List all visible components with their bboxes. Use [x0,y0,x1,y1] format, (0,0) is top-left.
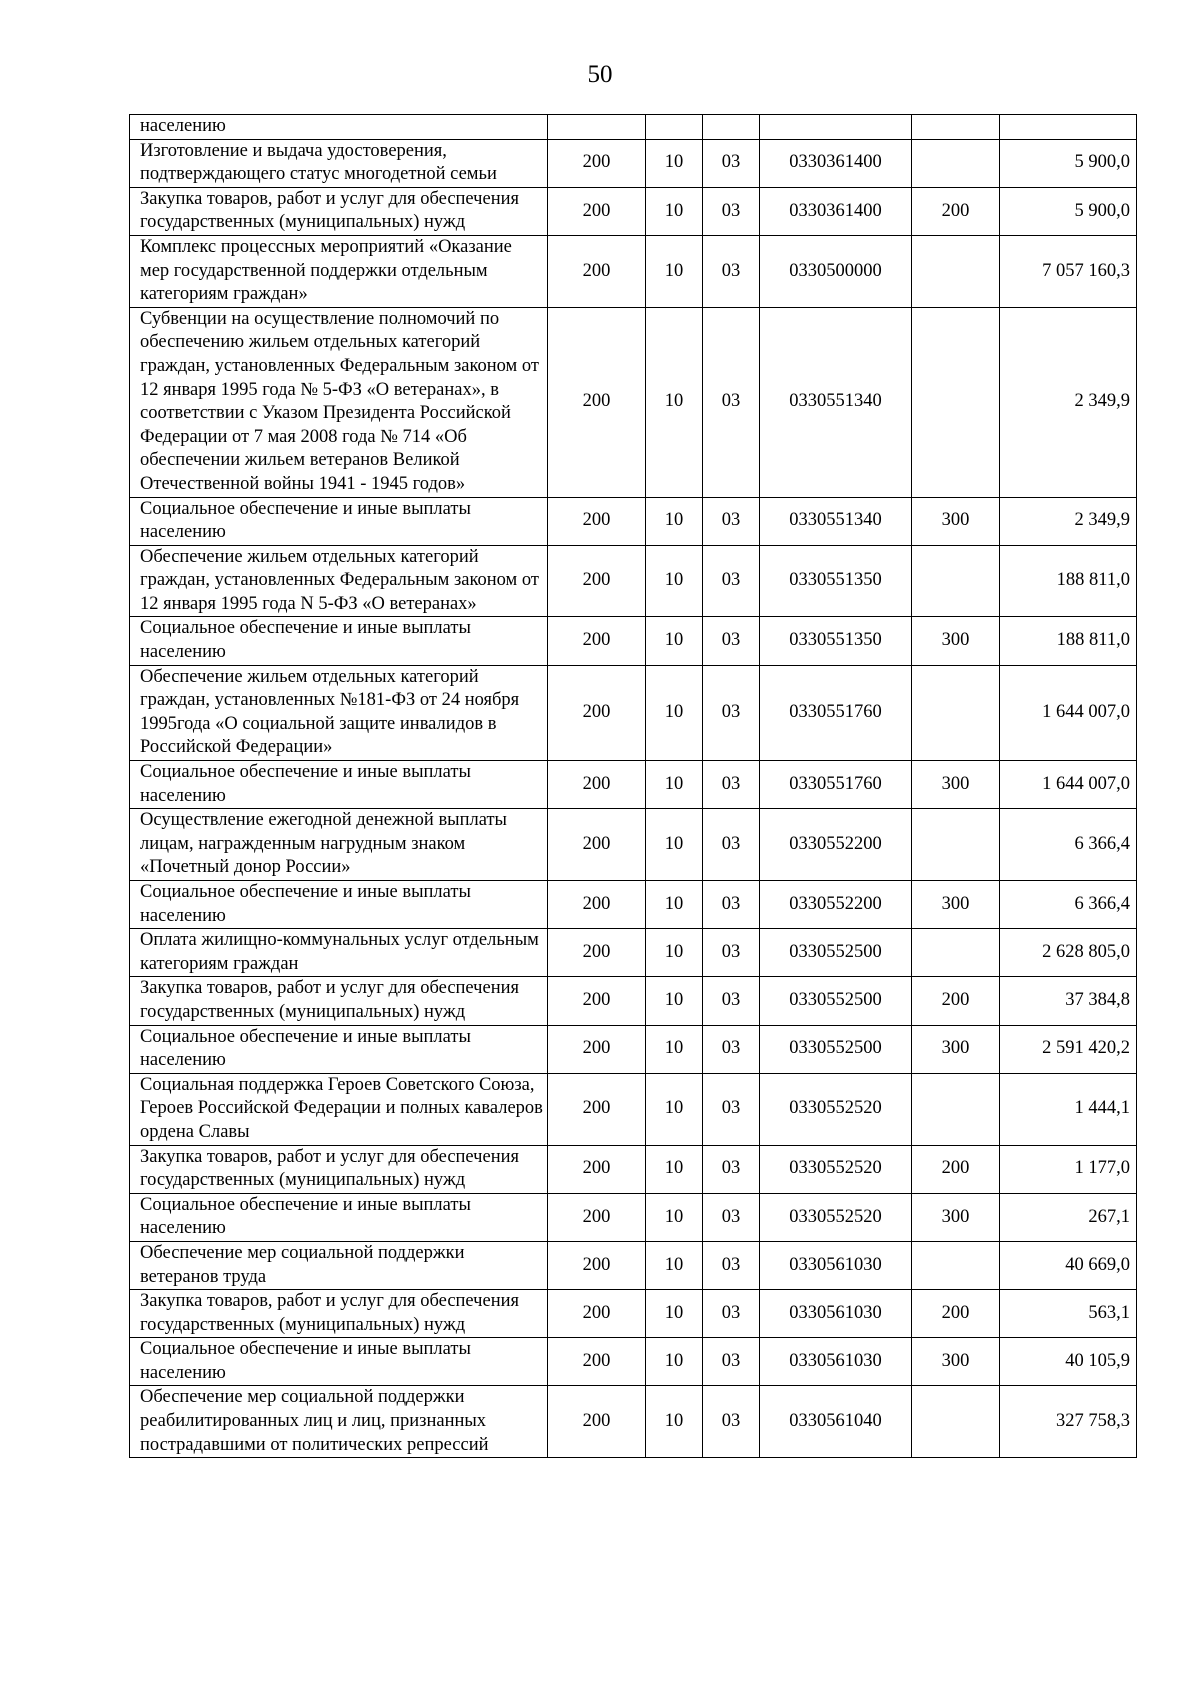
subsection-code-cell: 03 [703,1193,760,1241]
expense-type-cell [912,115,1000,140]
page-number: 50 [587,61,613,88]
expense-type-cell [912,545,1000,617]
expense-type-cell: 200 [912,977,1000,1025]
expense-type-cell: 300 [912,1025,1000,1073]
target-article-cell: 0330561030 [760,1290,912,1338]
subsection-code-cell: 03 [703,665,760,760]
amount-cell: 2 628 805,0 [1000,929,1137,977]
table-row [130,1386,1137,1458]
target-article-cell: 0330551350 [760,545,912,617]
subsection-code-cell: 03 [703,139,760,187]
table-row [130,115,1137,140]
target-article-cell: 0330361400 [760,187,912,235]
section-code-cell: 10 [646,1025,703,1073]
table-row [130,307,1137,497]
table-row [130,235,1137,307]
table-row [130,809,1137,881]
table-row [130,1338,1137,1386]
expense-type-cell: 200 [912,1145,1000,1193]
amount-cell: 2 349,9 [1000,497,1137,545]
item-name-cell: Закупка товаров, работ и услуг для обеспечения государственных (муниципальных) нужд [130,1145,548,1193]
target-article-cell: 0330561040 [760,1386,912,1458]
ministry-code-cell: 200 [548,139,646,187]
amount-cell: 37 384,8 [1000,977,1137,1025]
item-name-cell: Социальное обеспечение и иные выплаты населению [130,1338,548,1386]
ministry-code-cell: 200 [548,977,646,1025]
expense-type-cell: 200 [912,1290,1000,1338]
section-code-cell: 10 [646,809,703,881]
subsection-code-cell: 03 [703,1145,760,1193]
target-article-cell: 0330552500 [760,929,912,977]
amount-cell: 188 811,0 [1000,617,1137,665]
expense-type-cell [912,1073,1000,1145]
section-code-cell: 10 [646,665,703,760]
amount-cell: 1 444,1 [1000,1073,1137,1145]
item-name-cell: Социальная поддержка Героев Советского Союза, Героев Российской Федерации и полных кавалеров ордена Славы [130,1073,548,1145]
ministry-code-cell: 200 [548,1193,646,1241]
expense-type-cell: 200 [912,187,1000,235]
ministry-code-cell: 200 [548,1386,646,1458]
ministry-code-cell [548,115,646,140]
ministry-code-cell: 200 [548,307,646,497]
ministry-code-cell: 200 [548,929,646,977]
target-article-cell: 0330552200 [760,881,912,929]
expense-type-cell [912,809,1000,881]
amount-cell: 327 758,3 [1000,1386,1137,1458]
amount-cell: 563,1 [1000,1290,1137,1338]
table-row [130,761,1137,809]
subsection-code-cell: 03 [703,977,760,1025]
amount-cell [1000,115,1137,140]
table-row [130,665,1137,760]
section-code-cell: 10 [646,235,703,307]
table-row [130,881,1137,929]
expense-type-cell: 300 [912,881,1000,929]
item-name-cell: Обеспечение жильем отдельных категорий граждан, установленных Федеральным законом от 12 января 1995 года N 5-ФЗ «О ветеранах» [130,545,548,617]
item-name-cell: Социальное обеспечение и иные выплаты населению [130,1193,548,1241]
subsection-code-cell: 03 [703,307,760,497]
amount-cell: 1 644 007,0 [1000,761,1137,809]
amount-cell: 6 366,4 [1000,881,1137,929]
target-article-cell: 0330500000 [760,235,912,307]
target-article-cell [760,115,912,140]
ministry-code-cell: 200 [548,665,646,760]
amount-cell: 2 591 420,2 [1000,1025,1137,1073]
table-row [130,617,1137,665]
table-row [130,929,1137,977]
section-code-cell: 10 [646,545,703,617]
table-row [130,187,1137,235]
subsection-code-cell: 03 [703,187,760,235]
section-code-cell: 10 [646,1290,703,1338]
subsection-code-cell: 03 [703,929,760,977]
ministry-code-cell: 200 [548,187,646,235]
expense-type-cell [912,139,1000,187]
target-article-cell: 0330361400 [760,139,912,187]
subsection-code-cell: 03 [703,1290,760,1338]
section-code-cell: 10 [646,1241,703,1289]
target-article-cell: 0330552520 [760,1073,912,1145]
section-code-cell: 10 [646,617,703,665]
subsection-code-cell: 03 [703,761,760,809]
amount-cell: 5 900,0 [1000,139,1137,187]
expense-type-cell: 300 [912,497,1000,545]
section-code-cell: 10 [646,929,703,977]
amount-cell: 188 811,0 [1000,545,1137,617]
table-row [130,1025,1137,1073]
target-article-cell: 0330552520 [760,1145,912,1193]
table-row [130,1290,1137,1338]
target-article-cell: 0330552500 [760,1025,912,1073]
section-code-cell: 10 [646,1073,703,1145]
item-name-cell: Закупка товаров, работ и услуг для обеспечения государственных (муниципальных) нужд [130,1290,548,1338]
item-name-cell: Обеспечение жильем отдельных категорий граждан, установленных №181-ФЗ от 24 ноября 1995года «О социальной защите инвалидов в Российской Федерации» [130,665,548,760]
item-name-cell: Социальное обеспечение и иные выплаты населению [130,1025,548,1073]
ministry-code-cell: 200 [548,235,646,307]
subsection-code-cell: 03 [703,1025,760,1073]
item-name-cell: Изготовление и выдача удостоверения, подтверждающего статус многодетной семьи [130,139,548,187]
ministry-code-cell: 200 [548,881,646,929]
ministry-code-cell: 200 [548,617,646,665]
table-row [130,545,1137,617]
amount-cell: 40 105,9 [1000,1338,1137,1386]
ministry-code-cell: 200 [548,1290,646,1338]
section-code-cell: 10 [646,139,703,187]
subsection-code-cell: 03 [703,497,760,545]
item-name-cell: Субвенции на осуществление полномочий по обеспечению жильем отдельных категорий граждан, установленных Федеральным законом от 12 января 1995 года № 5-ФЗ «О ветеранах», в соответствии с Указом Президента Российской Федерации от 7 мая 2008 года № 714 «Об обеспечении жильем ветеранов Великой Отечественной войны 1941 - 1945 годов» [130,307,548,497]
target-article-cell: 0330561030 [760,1241,912,1289]
ministry-code-cell: 200 [548,809,646,881]
ministry-code-cell: 200 [548,1025,646,1073]
ministry-code-cell: 200 [548,1338,646,1386]
table-row [130,1193,1137,1241]
subsection-code-cell: 03 [703,881,760,929]
section-code-cell: 10 [646,761,703,809]
expense-type-cell [912,665,1000,760]
target-article-cell: 0330561030 [760,1338,912,1386]
item-name-cell: Закупка товаров, работ и услуг для обеспечения государственных (муниципальных) нужд [130,187,548,235]
item-name-cell: Комплекс процессных мероприятий «Оказание мер государственной поддержки отдельным категориям граждан» [130,235,548,307]
item-name-cell: Осуществление ежегодной денежной выплаты лицам, награжденным нагрудным знаком «Почетный донор России» [130,809,548,881]
table-row [130,1073,1137,1145]
table-row [130,139,1137,187]
table-row [130,977,1137,1025]
item-name-cell: Социальное обеспечение и иные выплаты населению [130,881,548,929]
target-article-cell: 0330551340 [760,497,912,545]
subsection-code-cell: 03 [703,235,760,307]
item-name-cell: Оплата жилищно-коммунальных услуг отдельным категориям граждан [130,929,548,977]
subsection-code-cell [703,115,760,140]
ministry-code-cell: 200 [548,761,646,809]
section-code-cell: 10 [646,1338,703,1386]
ministry-code-cell: 200 [548,545,646,617]
ministry-code-cell: 200 [548,497,646,545]
subsection-code-cell: 03 [703,1241,760,1289]
expense-type-cell [912,1241,1000,1289]
target-article-cell: 0330552200 [760,809,912,881]
item-name-cell: Закупка товаров, работ и услуг для обеспечения государственных (муниципальных) нужд [130,977,548,1025]
expense-type-cell [912,1386,1000,1458]
amount-cell: 7 057 160,3 [1000,235,1137,307]
table-row [130,497,1137,545]
section-code-cell [646,115,703,140]
section-code-cell: 10 [646,1193,703,1241]
expense-type-cell [912,235,1000,307]
amount-cell: 2 349,9 [1000,307,1137,497]
subsection-code-cell: 03 [703,1073,760,1145]
item-name-cell: Социальное обеспечение и иные выплаты населению [130,761,548,809]
expense-type-cell: 300 [912,761,1000,809]
expense-type-cell [912,929,1000,977]
section-code-cell: 10 [646,187,703,235]
target-article-cell: 0330552520 [760,1193,912,1241]
subsection-code-cell: 03 [703,809,760,881]
table-body [130,115,1137,1458]
target-article-cell: 0330551350 [760,617,912,665]
item-name-cell: Обеспечение мер социальной поддержки реабилитированных лиц и лиц, признанных пострадавшими от политических репрессий [130,1386,548,1458]
section-code-cell: 10 [646,1145,703,1193]
target-article-cell: 0330552500 [760,977,912,1025]
ministry-code-cell: 200 [548,1145,646,1193]
subsection-code-cell: 03 [703,1338,760,1386]
subsection-code-cell: 03 [703,545,760,617]
table-row [130,1241,1137,1289]
item-name-cell: Социальное обеспечение и иные выплаты населению [130,617,548,665]
target-article-cell: 0330551340 [760,307,912,497]
subsection-code-cell: 03 [703,1386,760,1458]
section-code-cell: 10 [646,307,703,497]
ministry-code-cell: 200 [548,1073,646,1145]
expense-type-cell: 300 [912,617,1000,665]
amount-cell: 1 644 007,0 [1000,665,1137,760]
expense-type-cell [912,307,1000,497]
table-row [130,1145,1137,1193]
item-name-cell: населению [130,115,548,140]
item-name-cell: Обеспечение мер социальной поддержки ветеранов труда [130,1241,548,1289]
amount-cell: 5 900,0 [1000,187,1137,235]
section-code-cell: 10 [646,497,703,545]
amount-cell: 1 177,0 [1000,1145,1137,1193]
subsection-code-cell: 03 [703,617,760,665]
expense-type-cell: 300 [912,1193,1000,1241]
budget-table [129,114,1137,1458]
target-article-cell: 0330551760 [760,761,912,809]
amount-cell: 267,1 [1000,1193,1137,1241]
amount-cell: 40 669,0 [1000,1241,1137,1289]
ministry-code-cell: 200 [548,1241,646,1289]
amount-cell: 6 366,4 [1000,809,1137,881]
section-code-cell: 10 [646,881,703,929]
section-code-cell: 10 [646,977,703,1025]
target-article-cell: 0330551760 [760,665,912,760]
section-code-cell: 10 [646,1386,703,1458]
item-name-cell: Социальное обеспечение и иные выплаты населению [130,497,548,545]
expense-type-cell: 300 [912,1338,1000,1386]
